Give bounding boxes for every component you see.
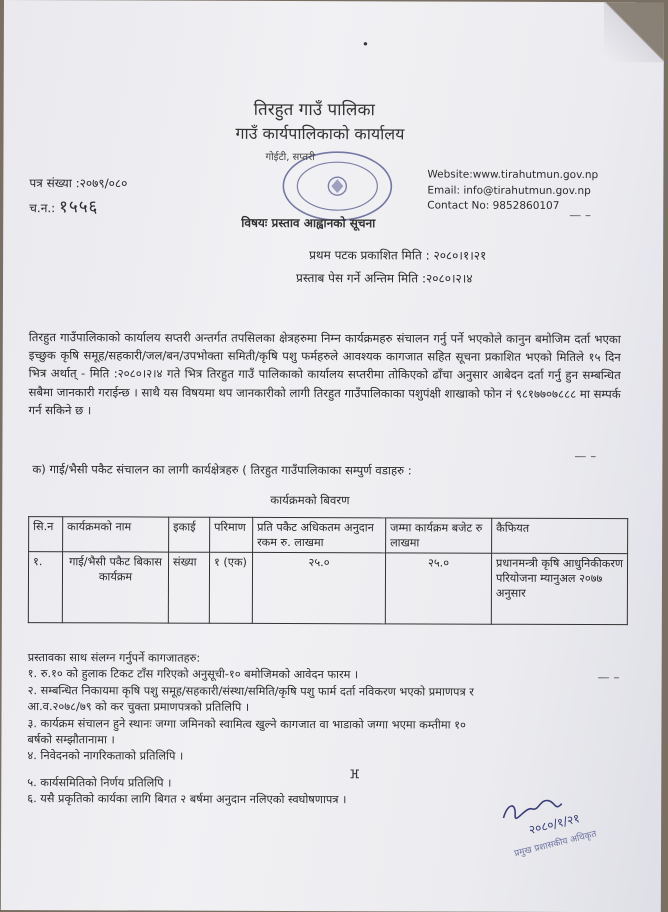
col-total-budget: जम्मा कार्यक्रम बजेट रु लाखमा [386, 518, 492, 553]
col-sn: सि.न [29, 517, 63, 552]
col-max-grant: प्रति पकैट अधिकतम अनुदान रकम रु. लाखमा [253, 517, 386, 552]
list-item: ५. कार्यसमितिको निर्णय प्रतिलिपि । [27, 775, 172, 790]
letter-reference-number: पत्र संख्या :२०७९/०८० [29, 176, 128, 191]
dispatch-value: १५५६ [59, 197, 99, 218]
ink-dash: — – [569, 207, 592, 223]
cell-quantity: १ (एक) [209, 552, 252, 623]
cell-total-budget: २५.० [385, 553, 491, 624]
notice-paper [1, 0, 664, 912]
col-remarks: कैफियत [492, 518, 628, 553]
section-a-heading: क) गाई/भैसी पकैट संचालन का लागी कार्यक्षेत्रहरु ( तिरहुत गाउँपालिकाका सम्पुर्ण वडाहरु : [32, 462, 412, 478]
signature-title: प्रमुख प्रशासकीय अधिकृत [513, 829, 598, 860]
col-program-name: कार्यक्रमको नाम [63, 517, 169, 552]
list-item: १. रु.१० को हुलाक टिकट टाँस गरिएको अनुसूची-१० बमोजिमको आवेदन फारम । [27, 667, 359, 682]
notice-subject: विषयः प्रस्ताव आह्वानको सूचना [241, 215, 376, 231]
ink-dash: — – [574, 448, 597, 464]
attachments-title: प्रस्तावका साथ संलग्न गर्नुपर्ने कागजातहरु: [27, 651, 201, 665]
table-row [28, 552, 627, 625]
dispatch-number [29, 194, 98, 217]
cell-sn: १. [28, 552, 62, 623]
first-publication-date: प्रथम पटक प्रकाशित मिति : २०८०।१।२१ [309, 248, 487, 263]
cell-unit: संख्या [168, 552, 209, 623]
list-item: आ.व.२०७८/७९ को कर चुक्ता प्रमाणपत्रको प्रतिलिपि । [27, 700, 250, 715]
email-text: Email: info@tirahutmun.gov.np [427, 183, 591, 197]
list-item: ४. निवेदनको नागरिकताको प्रतिलिपि । [27, 749, 184, 764]
website-text: Website:www.tirahutmun.gov.np [427, 168, 599, 182]
office-location: गोईटी, सप्तरी [265, 151, 315, 164]
signature-date: २०८०/१/२१ [527, 811, 582, 838]
program-details-title: कार्यक्रमको बिवरण [270, 492, 350, 508]
page-fold [604, 2, 664, 62]
table-header-row [29, 517, 628, 554]
dispatch-label: च.न.: [29, 201, 56, 216]
cell-remarks: प्रधानमन्त्री कृषि आधुनिकीकरण परियोजना म्यानुअल २०७७ अनुसार [491, 553, 627, 624]
col-quantity: परिमाण [210, 517, 253, 552]
office-subtitle: गाउँ कार्यपालिकाको कार्यालय [235, 123, 405, 144]
cell-max-grant: २५.० [252, 552, 385, 623]
office-name: तिरहुत गाउँ पालिका [253, 99, 375, 121]
list-item: २. सम्बन्धित निकायमा कृषि पशु समूह/सहकारी/संस्था/समिति/कृषि पशु फार्म दर्ता नविकरण भएको प्रमाणपत्र र [27, 683, 474, 699]
punch-mark: • [361, 37, 369, 52]
list-item: बर्षको सम्झौतानामा । [27, 733, 115, 747]
col-unit: इकाई [169, 517, 210, 552]
ink-dash: — – [597, 670, 620, 685]
attachments-list [27, 650, 628, 810]
list-item: ६. यसै प्रकृतिको कार्यका लागि बिगत २ बर्षमा अनुदान नलिएको स्वघोषणापत्र । [27, 792, 347, 807]
notice-body: तिरहुत गाउँपालिकाको कार्यालय सप्तरी अन्तर्गत तपसिलका क्षेत्रहरुमा निम्न कार्यक्रमहरु संचालन गर्नु पर्ने भएकोले कानुन बमोजिम दर्ता भएका इच्छुक कृषि समूह/सहकारी/जल/बन/उपभोक्ता समिती/कृषि पशु फर्महरुले आवश्यक कागजात सहित सूचना प्रकाशित भएको मितिले १५ दिन भित्र अर्थात् - मिति :२०८०।२।४ गते भित्र तिरहुत गाउँ पालिकाको कार्यालय सप्तरीमा तोकिएको ढाँचा अनुसार आबेदन दर्ता गर्नु हुन सम्बन्धित सबैमा जानकारी गराईन्छ । साथै यस विषयमा थप जानकारीको लागी तिरहुत गाउँपालिकाका पशुपंक्षी शाखाको फोन नं ९८१७७०७८८८ मा सम्पर्क गर्न सकिने छ । [28, 330, 621, 418]
program-table [28, 516, 628, 625]
cell-program-name: गाई/भैसी पकैट बिकास कार्यक्रम [62, 552, 168, 623]
list-item: ३. कार्यक्रम संचालन हुने स्थानः जग्गा जमिनको स्वामित्व खुल्ने कागजात वा भाडाको जग्गा भएमा कम्तीमा १० [27, 716, 466, 732]
ink-mark: ⴼ [349, 767, 360, 782]
phone-text: Contact No: 9852860107 [427, 199, 560, 212]
last-submission-date: प्रस्ताब पेस गर्ने अन्तिम मिति :२०८०।२।४ [296, 271, 473, 286]
